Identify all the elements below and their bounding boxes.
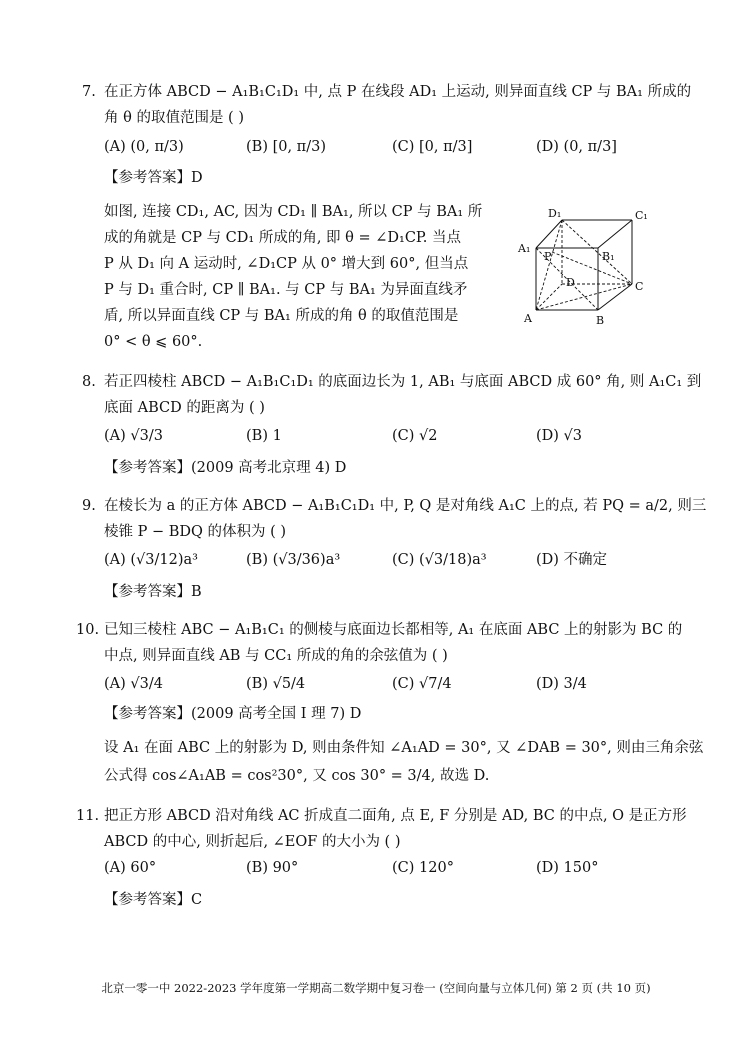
label-p: P [544,250,552,263]
label-b1: B₁ [602,250,615,263]
problem-9-option-b: (B) (√3/36)a³ [246,552,341,568]
problem-10-option-d: (D) 3/4 [536,676,587,692]
problem-7-option-c: (C) [0, π/3] [392,139,473,155]
problem-7-option-a: (A) (0, π/3) [104,139,184,155]
problem-9-option-d: (D) 不确定 [536,552,608,568]
problem-8-text-line-1: 若正四棱柱 ABCD − A₁B₁C₁D₁ 的底面边长为 1, AB₁ 与底面 ABCD 成 60° 角, 则 A₁C₁ 到 [104,374,702,390]
label-d: D [566,276,575,289]
label-a: A [524,312,532,325]
problem-10-text-line-2: 中点, 则异面直线 AB 与 CC₁ 所成的角的余弦值为 ( ) [104,648,448,664]
problem-7-solution-line-6: 0° < θ ⩽ 60°. [104,334,203,350]
problem-10-option-b: (B) √5/4 [246,676,306,692]
label-d1: D₁ [548,207,562,220]
problem-7-solution-line-3: P 从 D₁ 向 A 运动时, ∠D₁CP 从 0° 增大到 60°, 但当点 [104,256,469,272]
page-footer: 北京一零一中 2022-2023 学年度第一学期高二数学期中复习卷一 (空间向量与立体几何) 第 2 页 (共 10 页) [101,981,651,995]
problem-9-text-line-1: 在棱长为 a 的正方体 ABCD − A₁B₁C₁D₁ 中, P, Q 是对角线 A₁C 上的点, 若 PQ = a/2, 则三 [104,498,707,514]
seg-pc [552,252,632,284]
problem-7-solution-line-5: 盾, 所以异面直线 CP 与 BA₁ 所成的角 θ 的取值范围是 [104,308,459,324]
problem-9-option-a: (A) (√3/12)a³ [104,552,198,568]
problem-7-text-line-2: 角 θ 的取值范围是 ( ) [104,110,244,126]
problem-8-text-line-2: 底面 ABCD 的距离为 ( ) [104,400,265,416]
problem-7-text-line-1: 在正方体 ABCD − A₁B₁C₁D₁ 中, 点 P 在线段 AD₁ 上运动, 则异面直线 CP 与 BA₁ 所成的 [104,84,692,100]
problem-7-option-b: (B) [0, π/3) [246,139,326,155]
problem-10-solution-line-2: 公式得 cos∠A₁AB = cos²30°, 又 cos 30° = 3/4, 故选 D. [104,768,490,784]
problem-8-option-b: (B) 1 [246,428,282,444]
problem-9-text-line-2: 棱锥 P − BDQ 的体积为 ( ) [104,524,287,540]
edge-a1d1 [536,220,562,248]
diag-d1c [562,220,632,284]
problem-7-solution-line-2: 成的角就是 CP 与 CD₁ 所成的角, 即 θ = ∠D₁CP. 当点 [104,230,461,246]
problem-10-option-c: (C) √7/4 [392,676,452,692]
problem-8-number: 8. [82,374,96,390]
problem-11-option-c: (C) 120° [392,860,454,876]
problem-10-option-a: (A) √3/4 [104,676,163,692]
diag-ac [536,284,632,310]
problem-11-number: 11. [76,808,100,824]
problem-10-answer: 【参考答案】(2009 高考全国 Ⅰ 理 7) D [104,706,362,722]
label-c: C [635,280,644,293]
edge-bc [598,284,632,310]
problem-11-option-a: (A) 60° [104,860,157,876]
problem-7-solution-line-1: 如图, 连接 CD₁, AC, 因为 CD₁ ∥ BA₁, 所以 CP 与 BA₁ 所 [104,204,483,220]
problem-7-option-d: (D) (0, π/3] [536,139,617,155]
label-b: B [596,314,605,327]
problem-10-number: 10. [76,622,100,638]
label-c1: C₁ [635,209,648,222]
problem-11-text-line-2: ABCD 的中心, 则折起后, ∠EOF 的大小为 ( ) [104,834,401,850]
problem-7-number: 7. [82,84,96,100]
problem-9-number: 9. [82,498,96,514]
problem-8-option-d: (D) √3 [536,428,583,444]
problem-8-option-a: (A) √3/3 [104,428,163,444]
problem-11-option-b: (B) 90° [246,860,299,876]
problem-8-option-c: (C) √2 [392,428,438,444]
cube-figure [512,206,662,336]
problem-9-answer: 【参考答案】B [104,584,202,600]
problem-8-answer: 【参考答案】(2009 高考北京理 4) D [104,460,347,476]
edge-b1c1 [598,220,632,248]
problem-11-answer: 【参考答案】C [104,892,203,908]
problem-10-solution-line-1: 设 A₁ 在面 ABC 上的射影为 D, 则由条件知 ∠A₁AD = 30°, 又 ∠DAB = 30°, 则由三角余弦 [104,740,704,756]
problem-7-solution-line-4: P 与 D₁ 重合时, CP ∥ BA₁. 与 CP 与 BA₁ 为异面直线矛 [104,282,468,298]
problem-11-text-line-1: 把正方形 ABCD 沿对角线 AC 折成直二面角, 点 E, F 分别是 AD, BC 的中点, O 是正方形 [104,808,687,824]
problem-11-option-d: (D) 150° [536,860,599,876]
problem-9-option-c: (C) (√3/18)a³ [392,552,487,568]
problem-7-answer: 【参考答案】D [104,170,203,186]
problem-10-text-line-1: 已知三棱柱 ABC − A₁B₁C₁ 的侧棱与底面边长都相等, A₁ 在底面 ABC 上的射影为 BC 的 [104,622,683,638]
label-a1: A₁ [518,242,531,255]
